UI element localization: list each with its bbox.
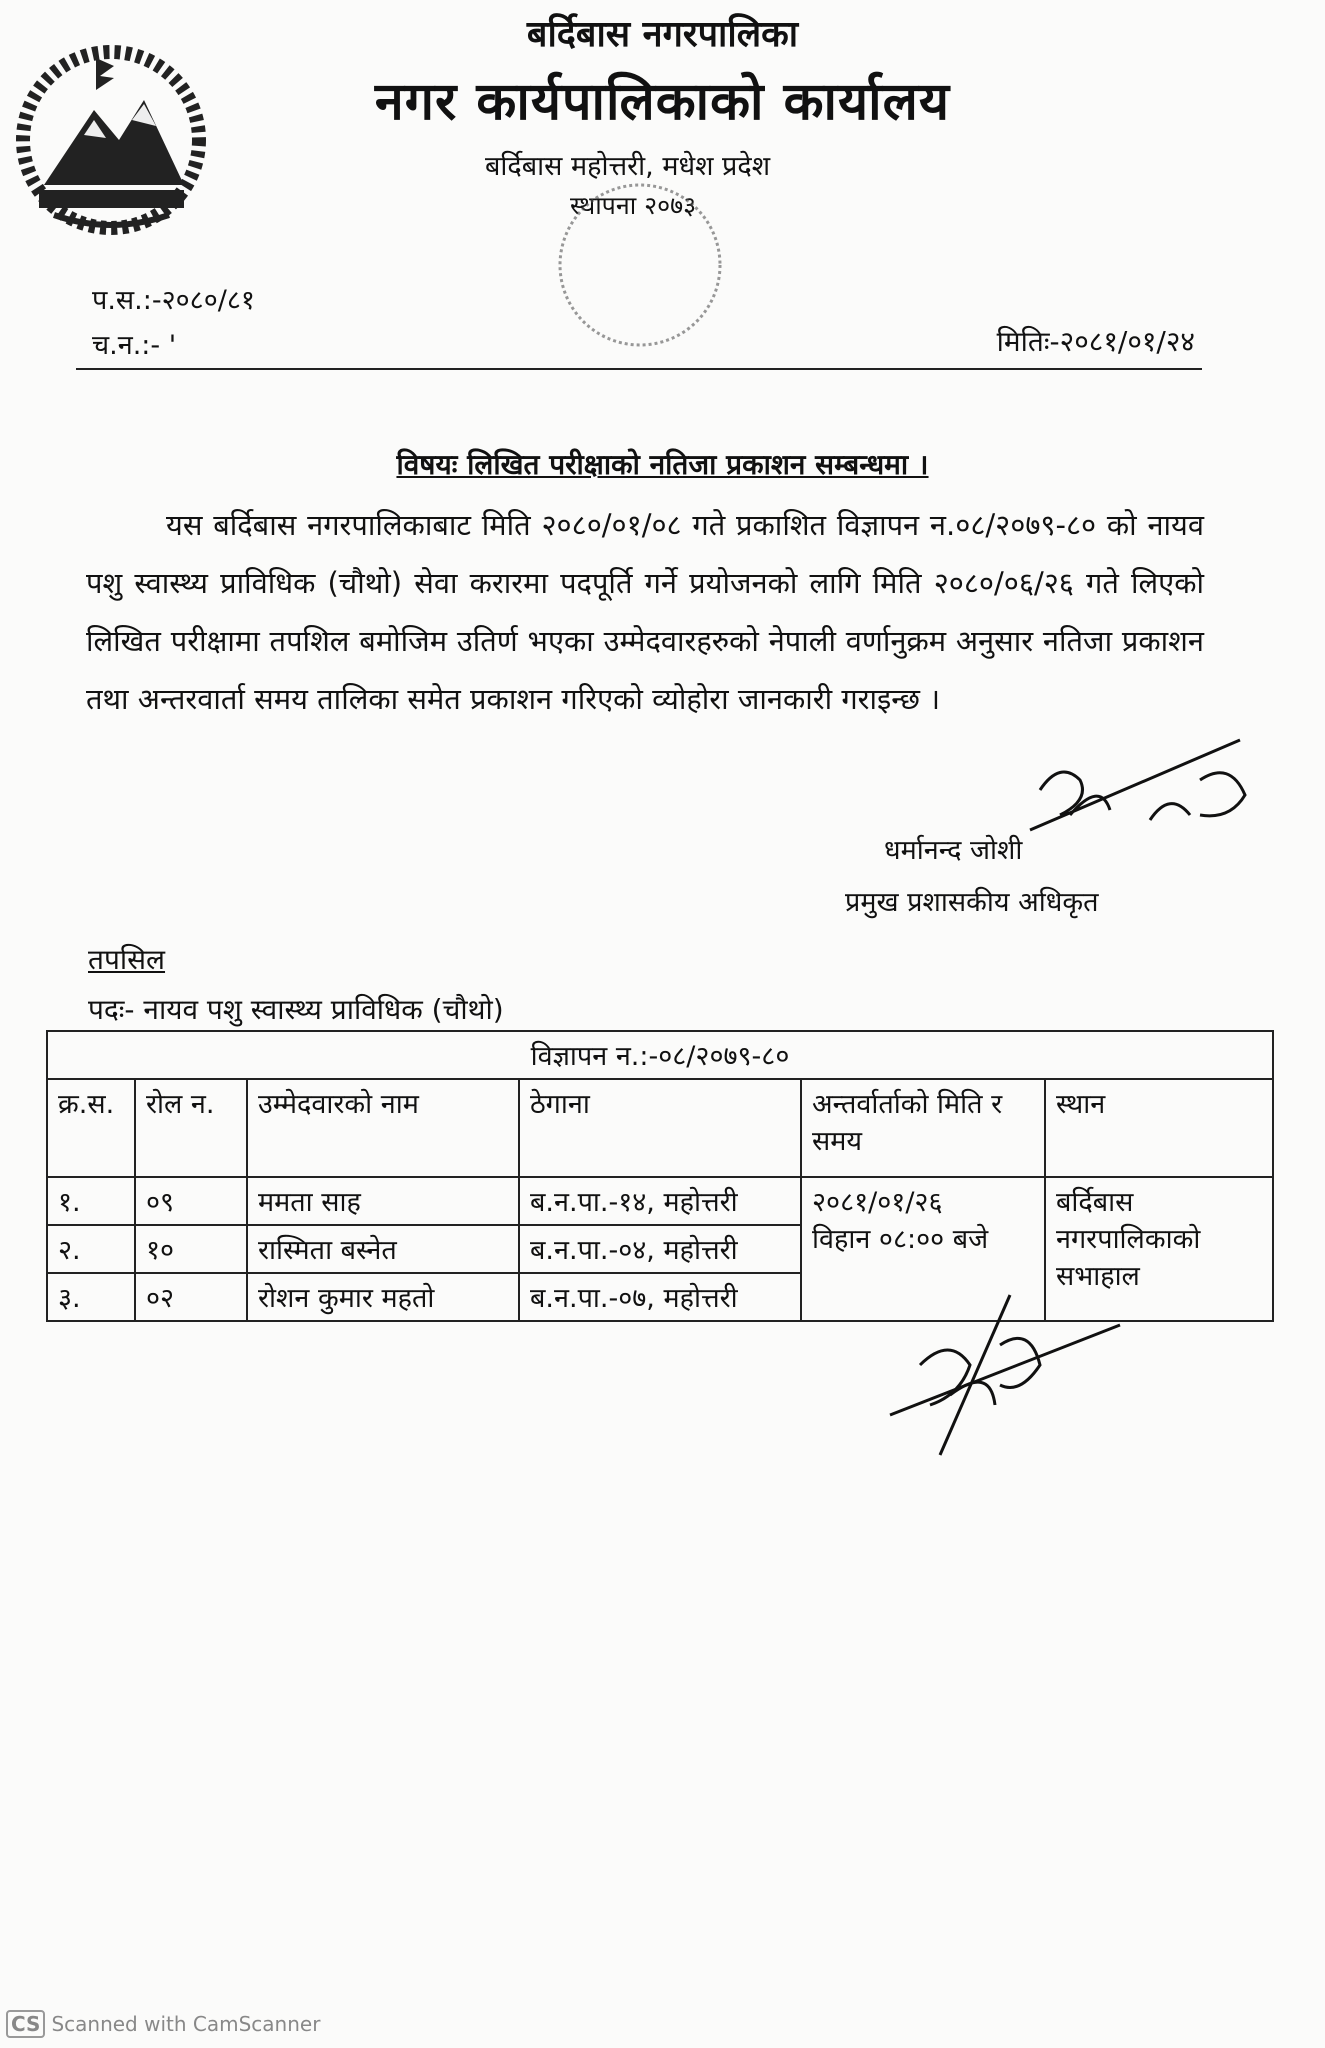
letter-date: मितिः-२०८१/०१/२४: [996, 325, 1195, 358]
column-header: ठेगाना: [519, 1079, 801, 1177]
office-stamp-icon: [525, 165, 755, 365]
serial-number: २.: [47, 1225, 135, 1273]
scanner-text: Scanned with CamScanner: [51, 2012, 321, 2036]
interview-venue: बर्दिबास नगरपालिकाको सभाहाल: [1045, 1177, 1273, 1321]
signatory-name: धर्मानन्द जोशी: [884, 835, 1023, 866]
letter-body: यस बर्दिबास नगरपालिकाबाट मिति २०८०/०१/०८ गते प्रकाशित विज्ञापन न.०८/२०७९-८० को नायव पशु स्वास्थ्य प्राविधिक (चौथो) सेवा करारमा पदपूर्ति गर्ने प्रयोजनको लागि मिति २०८०/०६/२६ गते लिएको लिखित परीक्षामा तपशिल बमोजिम उतिर्ण भएका उम्मेदवारहरुको नेपाली वर्णानुक्रम अनुसार नतिजा प्रकाशन तथा अन्तरवार्ता समय तालिका समेत प्रकाशन गरिएको व्योहोरा जानकारी गराइन्छ ।: [86, 508, 1204, 716]
roll-number: १०: [135, 1225, 247, 1273]
header-divider: [76, 368, 1202, 370]
serial-number: ३.: [47, 1273, 135, 1321]
table-row: [47, 1177, 1273, 1225]
office-address: बर्दिबास महोत्तरी, मधेश प्रदेश: [485, 151, 771, 182]
annex-heading: तपसिल: [88, 943, 166, 976]
roll-number: ०९: [135, 1177, 247, 1225]
column-header: अन्तर्वार्ताको मिति र समय: [801, 1079, 1045, 1177]
signature-icon: [880, 1285, 1130, 1465]
candidate-name: रास्मिता बस्नेत: [247, 1225, 519, 1273]
interview-date: २०८१/०१/२६: [812, 1187, 943, 1218]
post-title: पदः- नायव पशु स्वास्थ्य प्राविधिक (चौथो): [88, 993, 504, 1026]
candidate-address: ब.न.पा.-१४, महोत्तरी: [519, 1177, 801, 1225]
serial-number: १.: [47, 1177, 135, 1225]
office-name: नगर कार्यपालिकाको कार्यालय: [374, 72, 951, 132]
column-header: रोल न.: [135, 1079, 247, 1177]
column-header: क्र.स.: [47, 1079, 135, 1177]
reference-number: प.स.:-२०८०/८१: [92, 285, 255, 316]
column-header: उम्मेदवारको नाम: [247, 1079, 519, 1177]
results-table: [46, 1030, 1274, 1322]
advert-number: विज्ञापन न.:-०८/२०७९-८०: [47, 1031, 1273, 1079]
candidate-address: ब.न.पा.-०४, महोत्तरी: [519, 1225, 801, 1273]
scanner-watermark: [6, 2010, 320, 2038]
signature-icon: [1000, 720, 1260, 890]
letter-subject: विषयः लिखित परीक्षाको नतिजा प्रकाशन सम्बन्धमा ।: [396, 448, 929, 481]
municipality-name: बर्दिबास नगरपालिका: [526, 14, 799, 55]
dispatch-number: च.न.:- ': [92, 330, 177, 361]
established-year: स्थापना २०७३: [570, 191, 697, 220]
candidate-address: ब.न.पा.-०७, महोत्तरी: [519, 1273, 801, 1321]
column-header: स्थान: [1045, 1079, 1273, 1177]
interview-time: विहान ०८:०० बजे: [812, 1224, 989, 1255]
signatory-title: प्रमुख प्रशासकीय अधिकृत: [845, 887, 1099, 918]
roll-number: ०२: [135, 1273, 247, 1321]
scanner-badge: CS: [6, 2010, 45, 2038]
candidate-name: ममता साह: [247, 1177, 519, 1225]
candidate-name: रोशन कुमार महतो: [247, 1273, 519, 1321]
